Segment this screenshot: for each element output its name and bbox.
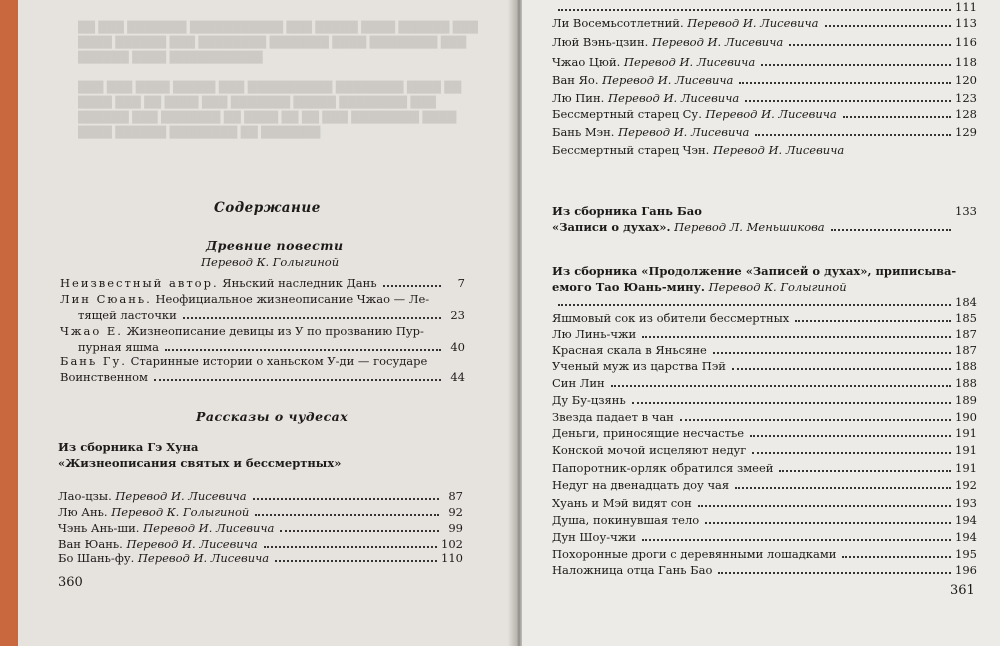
dot-leader (713, 352, 951, 354)
entry-page: 194 (955, 530, 977, 544)
entry-title: Папоротник-орляк обратился змеей (552, 461, 774, 475)
entry-title: Дун Шоу-чжи (552, 530, 636, 544)
dot-leader (831, 229, 951, 231)
entry-title: Красная скала в Яньсяне (552, 343, 707, 357)
entry-title: Неофициальное жизнеописание Чжао — Ле- (155, 292, 430, 306)
toc-entry[interactable] (60, 324, 465, 338)
entry-title: Лю Линь-чжи (552, 327, 637, 341)
right-page (522, 0, 1000, 646)
entry-page: 195 (955, 547, 977, 561)
entry-title: Лю Пин. (552, 91, 605, 105)
toc-entry[interactable] (552, 125, 977, 139)
dot-leader (642, 336, 951, 338)
entry-title: Бань Мэн. (552, 125, 615, 139)
entry-translator: Перевод К. Голыгиной (111, 505, 250, 519)
entry-author: Лин Сюань. (60, 292, 152, 306)
left-page (18, 0, 516, 646)
toc-entry[interactable] (552, 35, 977, 49)
entry-page: 118 (955, 55, 977, 69)
dot-leader (705, 522, 951, 524)
entry-page: 196 (955, 563, 977, 577)
dot-leader (698, 505, 951, 507)
entry-page: 40 (450, 340, 465, 354)
entry-page: 92 (448, 505, 463, 519)
toc-entry-continuation[interactable] (60, 370, 465, 384)
entry-page: 188 (955, 359, 977, 373)
dot-leader (739, 82, 951, 84)
toc-entry[interactable] (552, 547, 977, 561)
entry-title: Яшмовый сок из обители бессмертных (552, 311, 790, 325)
dot-leader (183, 317, 441, 319)
entry-title: Чжао Цюй. (552, 55, 621, 69)
toc-entry[interactable] (552, 393, 977, 407)
entry-page: 111 (955, 0, 977, 14)
entry-title: Хуань и Мэй видят сон (552, 496, 692, 510)
entry-translator: Перевод И. Лисевича (602, 73, 734, 87)
dot-leader (735, 487, 951, 489)
entry-page: 190 (955, 410, 977, 424)
entry-author: Неизвестный автор. (60, 276, 219, 290)
dot-leader (642, 539, 951, 541)
toc-entry[interactable] (552, 0, 977, 14)
dot-leader (264, 546, 437, 548)
entry-page: 192 (955, 478, 977, 492)
entry-title: Похоронные дроги с деревянными лошадками (552, 547, 837, 561)
entry-title: Наложница отца Гань Бао (552, 563, 713, 577)
toc-entry[interactable] (58, 537, 463, 551)
toc-entry[interactable] (60, 354, 465, 368)
dot-leader (750, 435, 951, 437)
entry-author: Бань Гу. (60, 354, 127, 368)
entry-page: 133 (955, 204, 977, 218)
entry-translator: Перевод И. Лисевича (705, 107, 837, 121)
entry-page: 189 (955, 393, 977, 407)
dot-leader (718, 572, 951, 574)
entry-title: Душа, покинувшая тело (552, 513, 700, 527)
toc-entry[interactable] (552, 327, 977, 341)
toc-entry[interactable] (552, 143, 977, 157)
entry-title: Звезда падает в чан (552, 410, 674, 424)
entry-title: Лю Ань. (58, 505, 108, 519)
dot-leader (842, 556, 951, 558)
toc-entry[interactable] (60, 292, 465, 306)
dot-leader (789, 44, 951, 46)
toc-entry[interactable] (552, 410, 977, 424)
entry-page: 191 (955, 426, 977, 440)
entry-translator: Перевод И. Лисевича (115, 489, 247, 503)
section-heading-miracle-tales: Рассказы о чудесах (196, 409, 349, 424)
entry-title-cont: тящей ласточки (78, 308, 177, 322)
entry-translator: Перевод И. Лисевича (712, 143, 845, 157)
toc-entry[interactable] (58, 521, 463, 535)
entry-page: 116 (955, 35, 977, 49)
toc-entry[interactable] (58, 489, 463, 503)
entry-page: 44 (450, 370, 465, 384)
entry-page: 99 (448, 521, 463, 535)
dot-leader (752, 452, 951, 454)
entry-page: 191 (955, 461, 977, 475)
dot-leader (253, 498, 439, 500)
entry-title: Деньги, приносящие несчастье (552, 426, 745, 440)
collection-title-line (552, 280, 977, 294)
entry-page: 7 (457, 276, 465, 290)
entry-page: 110 (441, 551, 463, 565)
entry-page: 129 (955, 125, 977, 139)
dot-leader (558, 304, 951, 306)
entry-translator: Перевод И. Лисевича (618, 125, 750, 139)
entry-title: Ученый муж из царства Пэй (552, 359, 726, 373)
entry-page: 87 (448, 489, 463, 503)
dot-leader (732, 368, 951, 370)
toc-entry[interactable] (552, 107, 977, 121)
entry-title: Бессмертный старец Су. (552, 107, 702, 121)
toc-entry[interactable] (552, 513, 977, 527)
entry-page: 23 (450, 308, 465, 322)
entry-title-cont: Воинственном (60, 370, 148, 384)
toc-entry[interactable] (552, 563, 977, 577)
dot-leader (280, 530, 439, 532)
toc-entry[interactable] (552, 311, 977, 325)
entry-title: Конской мочой исцеляют недуг (552, 443, 747, 457)
entry-page: 123 (955, 91, 977, 105)
entry-author: Чжао Е. (60, 324, 123, 338)
toc-entry[interactable] (552, 376, 977, 390)
entry-page: 191 (955, 443, 977, 457)
entry-title: Ду Бу-цзянь (552, 393, 626, 407)
entry-title: Жизнеописание девицы из У по прозванию Пур- (126, 324, 424, 338)
toc-entry[interactable] (552, 530, 977, 544)
toc-entry[interactable] (60, 276, 465, 290)
entry-page: 128 (955, 107, 977, 121)
entry-title: Яньский наследник Дань (222, 276, 377, 290)
dot-leader (255, 514, 439, 516)
entry-title: Чэнь Ань-ши. (58, 521, 140, 535)
toc-entry[interactable] (552, 295, 977, 309)
entry-title: Люй Вэнь-цзин. (552, 35, 649, 49)
dot-leader (383, 285, 441, 287)
entry-page: 185 (955, 311, 977, 325)
entry-title: Ван Яо. (552, 73, 599, 87)
page-number: 361 (950, 583, 975, 598)
entry-title: Син Лин (552, 376, 605, 390)
toc-entry[interactable] (552, 478, 977, 492)
entry-title: Ван Юань. (58, 537, 123, 551)
entry-title-cont: пурная яшма (78, 340, 159, 354)
toc-entry[interactable] (552, 16, 977, 30)
entry-page: 193 (955, 496, 977, 510)
dot-leader (632, 402, 951, 404)
toc-entry[interactable] (552, 359, 977, 373)
toc-entry[interactable] (552, 343, 977, 357)
dot-leader (761, 64, 951, 66)
section-translator: Перевод К. Голыгиной (201, 255, 340, 269)
section-heading-ancient-tales: Древние повести (206, 238, 344, 253)
entry-page: 184 (955, 295, 977, 309)
toc-entry[interactable] (552, 496, 977, 510)
toc-entry[interactable] (552, 91, 977, 105)
toc-entry[interactable] (552, 55, 977, 69)
dot-leader (779, 470, 951, 472)
entry-title: Ли Восемьсотлетний. (552, 16, 684, 30)
entry-title: Бо Шань-фу. (58, 551, 135, 565)
dot-leader (745, 100, 951, 102)
dot-leader (154, 379, 441, 381)
entry-page: 187 (955, 327, 977, 341)
entry-page: 188 (955, 376, 977, 390)
toc-entry[interactable] (552, 461, 977, 475)
entry-page: 102 (441, 537, 463, 551)
entry-translator: Перевод И. Лисевича (623, 55, 756, 69)
dot-leader (825, 25, 952, 27)
dot-leader (165, 349, 441, 351)
dot-leader (755, 134, 951, 136)
dot-leader (795, 320, 951, 322)
dot-leader (843, 116, 951, 118)
entry-translator: Перевод И. Лисевича (607, 91, 740, 105)
toc-entry[interactable] (552, 73, 977, 87)
collection-title: «Записи о духах». (552, 220, 671, 234)
collection-title: «Жизнеописания святых и бессмертных» (58, 456, 342, 470)
toc-entry-continuation[interactable] (78, 308, 465, 322)
entry-translator: Перевод И. Лисевича (143, 521, 275, 535)
entry-page: 113 (955, 16, 977, 30)
toc-entry[interactable] (552, 443, 977, 457)
collection-heading: Из сборника Гэ Хуна (58, 440, 199, 454)
entry-title: Бессмертный старец Чэн. (552, 143, 710, 157)
toc-entry[interactable] (58, 551, 463, 565)
entry-title: Лао-цзы. (58, 489, 112, 503)
entry-translator: Перевод И. Лисевича (137, 551, 270, 565)
contents-title: Содержание (214, 200, 321, 216)
dot-leader (680, 419, 951, 421)
entry-page: 187 (955, 343, 977, 357)
entry-translator: Перевод И. Лисевича (687, 16, 819, 30)
toc-entry[interactable] (58, 505, 463, 519)
entry-translator: Перевод И. Лисевича (651, 35, 784, 49)
dot-leader (275, 560, 437, 562)
show-through-text: ██ ███ ███████ ███████████ ███ █████ ████ ██████ ███ ████ ██████ ███ ████████ ███████ ████ ████████ ███ ██████ ████ ███████████ ███ ███ ████ █████ ███ ██████████ ████████ ████ ██ ████ ███ ██ ████ ███ ███████ █████ ████████ ███ ██████ ███ ███████ ██ ████ ██ ██ ███ ████████ ████ ████ ██████ ████████ ██ ███████ (78, 21, 478, 139)
entry-translator: Перевод Л. Меньшикова (674, 220, 825, 234)
collection-title: емого Тао Юань-мину. (552, 280, 705, 294)
entry-translator: Перевод К. Голыгиной (708, 280, 847, 294)
entry-translator: Перевод И. Лисевича (126, 537, 258, 551)
dot-leader (558, 9, 951, 11)
entry-page: 120 (955, 73, 977, 87)
dot-leader (611, 385, 951, 387)
entry-title: Недуг на двенадцать доу чая (552, 478, 730, 492)
entry-title: Старинные истории о ханьском У-ди — государе (130, 354, 428, 368)
toc-entry[interactable] (552, 426, 977, 440)
collection-heading: Из сборника Гань Бао (552, 204, 702, 218)
toc-entry-continuation[interactable] (78, 340, 465, 354)
collection-heading: Из сборника «Продолжение «Записей о духах», приписыва- (552, 264, 957, 278)
page-number: 360 (58, 575, 83, 590)
entry-page: 194 (955, 513, 977, 527)
